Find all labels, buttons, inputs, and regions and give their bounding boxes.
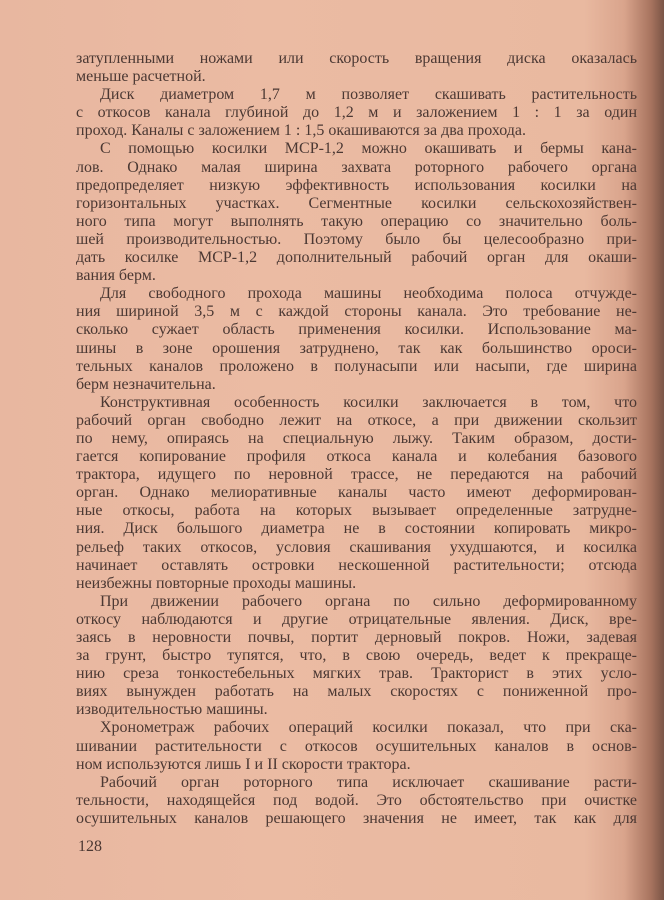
text-line: осушительных каналов решающего значения не имеет, так как для xyxy=(76,809,637,827)
text-line: Диск диаметром 1,7 м позволяет скашивать растительность xyxy=(100,86,637,104)
text-line: ния. Диск большого диаметра не в состоянии копировать микро- xyxy=(76,520,637,538)
paragraph xyxy=(76,593,637,720)
text-line: ния шириной 3,5 м с каждой стороны канала. Это требование не- xyxy=(76,303,637,321)
paragraph xyxy=(76,50,637,86)
text-line: гается копирование профиля откоса канала и колебания базового xyxy=(76,448,637,466)
text-line: проход. Каналы с заложением 1 : 1,5 окашиваются за два прохода. xyxy=(76,122,527,140)
text-line: заясь в неровности почвы, портит дерновый покров. Ножи, задевая xyxy=(76,629,637,646)
text-line: ном используются лишь I и II скорости трактора. xyxy=(76,755,411,773)
text-line: откосу наблюдаются и другие отрицательные явления. Диск, вре- xyxy=(76,610,637,628)
text-line: с откосов канала глубиной до 1,2 м и заложением 1 : 1 за один xyxy=(76,104,637,122)
paragraph xyxy=(76,140,637,285)
text-line: изводительностью машины. xyxy=(76,701,268,719)
text-line: тельных каналов проложено в полунасыпи или насыпи, где ширина xyxy=(76,357,637,375)
paragraph xyxy=(76,719,637,773)
text-line: за грунт, быстро тупятся, что, в свою очередь, ведет к прекраще- xyxy=(76,647,637,665)
paragraph xyxy=(76,285,637,394)
text-line: вания берм. xyxy=(76,267,156,285)
text-line: рельеф таких откосов, условия скашивания ухудшаются, и косилка xyxy=(76,538,637,556)
text-line: виях вынужден работать на малых скоростях с пониженной про- xyxy=(76,683,637,701)
text-line: дать косилке МСР-1,2 дополнительный рабочий орган для окаши- xyxy=(76,249,637,267)
page-number: 128 xyxy=(78,838,102,855)
text-line: Хронометраж рабочих операций косилки показал, что при ска- xyxy=(100,719,637,737)
text-line: предопределяет низкую эффективность использования косилки на xyxy=(76,176,637,194)
paragraph xyxy=(76,774,637,828)
text-line: шей производительностью. Поэтому было бы целесообразно при- xyxy=(76,230,637,248)
text-line: ного типа могут выполнять такую операцию со значительно боль- xyxy=(76,212,637,230)
paragraph xyxy=(76,394,637,593)
text-line: горизонтальных участках. Сегментные косилки сельскохозяйствен- xyxy=(76,194,637,212)
text-line: нию среза тонкостебельных мягких трав. Тракторист в этих усло- xyxy=(76,665,637,683)
text-line: трактора, идущего по неровной трассе, не передаются на рабочий xyxy=(76,466,637,484)
text-line: орган. Однако мелиоративные каналы часто имеют деформирован- xyxy=(76,484,637,502)
text-line: неизбежны повторные проходы машины. xyxy=(76,574,357,592)
text-line: Рабочий орган роторного типа исключает скашивание расти- xyxy=(100,773,637,791)
text-line: начинает оставлять островки нескошенной растительности; отсюда xyxy=(76,556,637,574)
page-body xyxy=(76,50,637,828)
text-line: Для свободного прохода машины необходима полоса отчужде- xyxy=(100,285,637,303)
text-line: рабочий орган свободно лежит на откосе, а при движении скользит xyxy=(76,411,637,429)
text-line: меньше расчетной. xyxy=(76,68,206,86)
text-line: ные откосы, работа на которых вызывает определенные затрудне- xyxy=(76,502,637,520)
text-line: С помощью косилки МСР-1,2 можно окашивать и бермы кана- xyxy=(100,140,637,158)
text-line: шивании растительности с откосов осушительных каналов в основ- xyxy=(76,737,637,755)
paragraph xyxy=(76,86,637,140)
text-line: лов. Однако малая ширина захвата роторного рабочего органа xyxy=(76,158,637,176)
text-line: тельности, находящейся под водой. Это обстоятельство при очистке xyxy=(76,791,637,809)
text-line: Конструктивная особенность косилки заключается в том, что xyxy=(100,393,637,411)
text-line: шины в зоне орошения затруднено, так как большинство ороси- xyxy=(76,339,637,357)
text-line: затупленными ножами или скорость вращения диска оказалась xyxy=(76,50,637,67)
text-line: берм незначительна. xyxy=(76,375,216,393)
text-line: сколько сужает область применения косилки. Использование ма- xyxy=(76,321,637,339)
text-line: по нему, опираясь на специальную лыжу. Таким образом, дости- xyxy=(76,429,637,447)
text-line: При движении рабочего органа по сильно деформированному xyxy=(100,592,637,610)
